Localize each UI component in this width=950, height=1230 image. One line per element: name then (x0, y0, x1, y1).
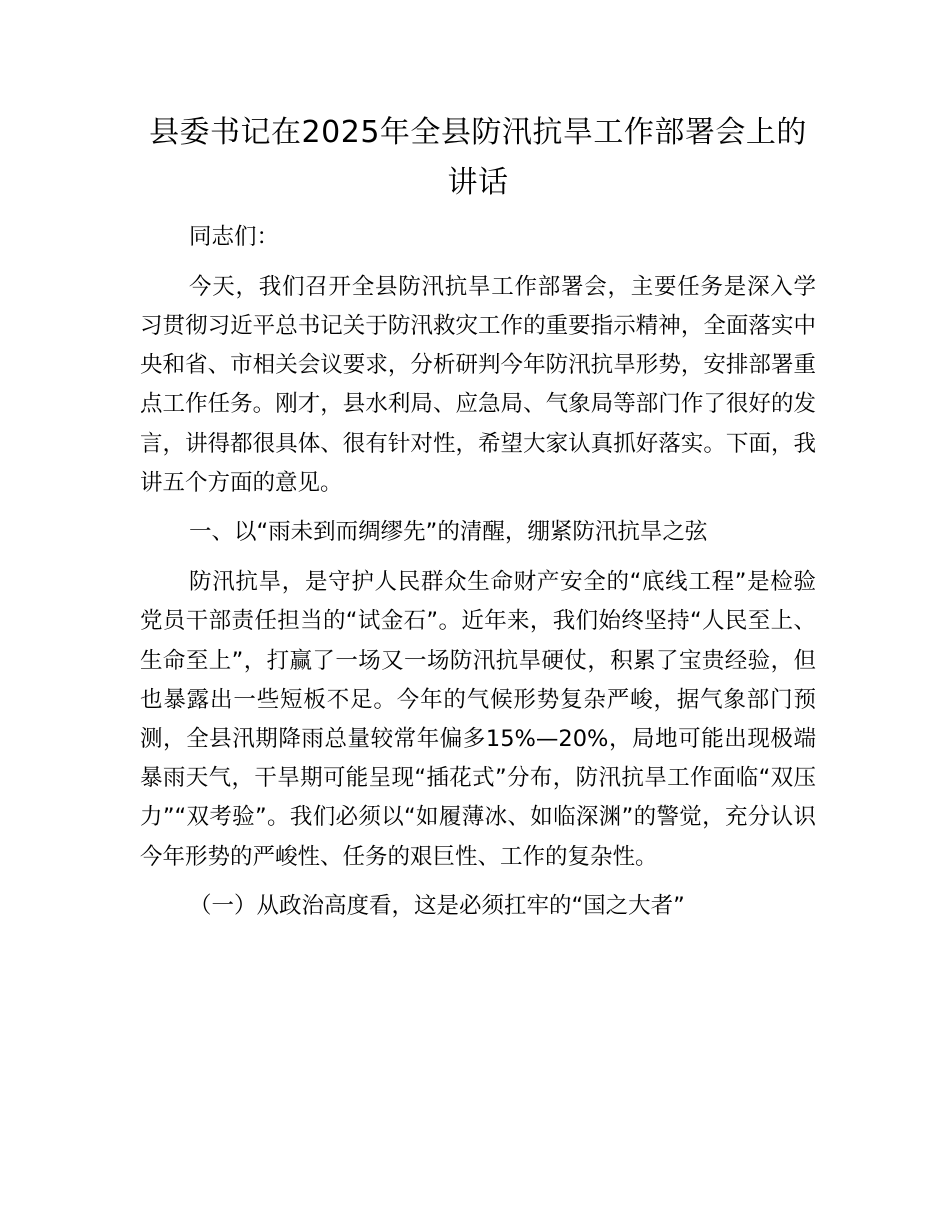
document-page (140, 108, 816, 937)
document-title: 县委书记在2025年全县防汛抗旱工作部署会上的讲话 (149, 115, 807, 200)
body-paragraph: 防汛抗旱，是守护人民群众生命财产安全的“底线工程”是检验党员干部责任担当的“试金石”。近年来，我们始终坚持“人民至上、生命至上”，打赢了一场又一场防汛抗旱硬仗，积累了宝贵经验，但也暴露出一些短板不足。今年的气候形势复杂严峻，据气象部门预测，全县汛期降雨总量较常年偏多15%—20%，局地可能出现极端暴雨天气，干旱期可能呈现“插花式”分布，防汛抗旱工作面临“双压力”“双考验”。我们必须以“如履薄冰、如临深渊”的警觉，充分认识今年形势的严峻性、任务的艰巨性、工作的复杂性。 (140, 569, 816, 870)
intro-paragraph: 今天，我们召开全县防汛抗旱工作部署会，主要任务是深入学习贯彻习近平总书记关于防汛救灾工作的重要指示精神，全面落实中央和省、市相关会议要求，分析研判今年防汛抗旱形势，安排部署重点工作任务。刚才，县水利局、应急局、气象局等部门作了很好的发言，讲得都很具体、很有针对性，希望大家认真抓好落实。下面，我讲五个方面的意见。 (140, 273, 816, 496)
section-heading-1: 一、以“雨未到而绸缪先”的清醒，绷紧防汛抗旱之弦 (189, 519, 708, 546)
subsection-heading-1: （一）从政治高度看，这是必须扛牢的“国之大者” (189, 893, 685, 920)
salutation: 同志们： (189, 224, 280, 250)
